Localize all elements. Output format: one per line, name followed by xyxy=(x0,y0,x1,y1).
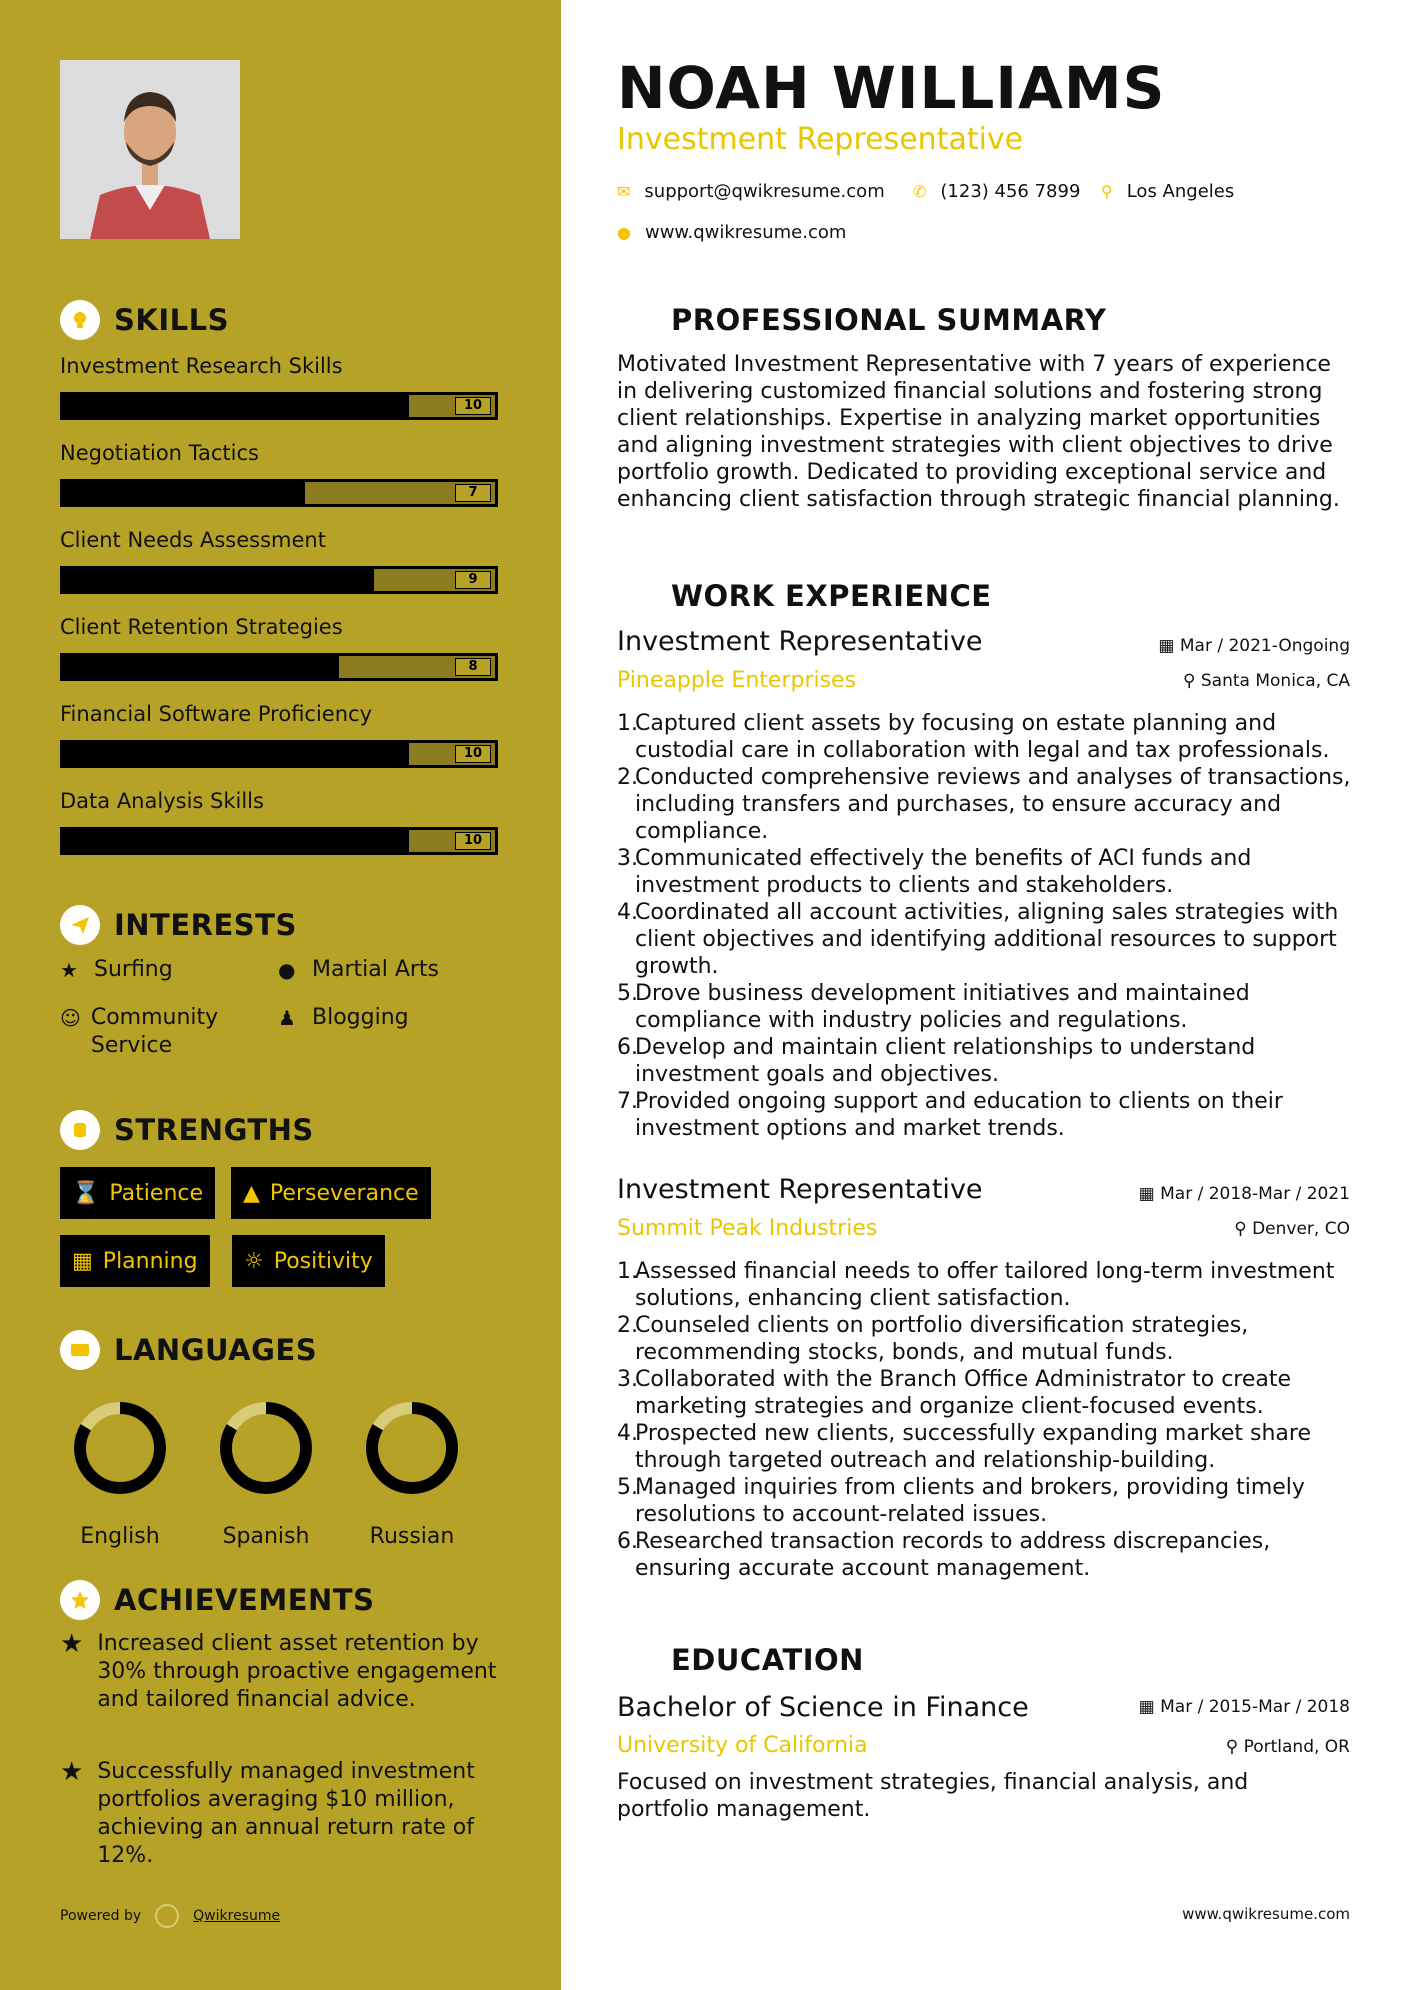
skill-bar xyxy=(60,566,498,594)
list-item: 5. Managed inquiries from clients and brokers, providing timely resolutions to account-related issues. xyxy=(617,1475,1305,1527)
skill-bar-fill xyxy=(63,569,374,591)
contact-website xyxy=(617,222,846,243)
job-location: ⚲ Santa Monica, CA xyxy=(1183,671,1350,691)
skill-bar xyxy=(60,479,498,507)
strength-badge xyxy=(60,1167,215,1219)
job-company: Pineapple Enterprises xyxy=(617,668,857,693)
job-title: Investment Representative xyxy=(617,626,983,657)
job-title: Investment Representative xyxy=(617,1174,983,1205)
map-marker-icon: ⚲ xyxy=(1101,182,1113,201)
road-icon: ▲ xyxy=(243,1180,260,1206)
skill-name: Client Retention Strategies xyxy=(60,615,343,639)
skill-bar-fill xyxy=(63,656,339,678)
summary-text: Motivated Investment Representative with 7 years of experience in delivering customized financial solutions and fostering strong client relationships. Expertise in analyzing market opportunities and aligning investment strategies with client objectives to drive portfolio growth. Dedicated to providing exceptional service and enhancing client satisfaction through strategic financial planning. xyxy=(617,352,1340,512)
list-item: 4. Prospected new clients, successfully expanding market share through targeted outreach and relationship-building. xyxy=(617,1421,1311,1473)
achievement-text: Successfully managed investment portfolios averaging $10 million, achieving an annual return rate of 12%. xyxy=(97,1759,475,1868)
education-title: EDUCATION xyxy=(671,1643,864,1677)
interest-item xyxy=(60,1004,250,1060)
phone-text[interactable]: (123) 456 7899 xyxy=(940,181,1081,202)
list-item: 4. Coordinated all account activities, aligning sales strategies with client objectives and identifying additional resources to support growth. xyxy=(617,900,1339,979)
skill-level: 10 xyxy=(455,832,491,850)
skill-name: Client Needs Assessment xyxy=(60,528,326,552)
strength-label: Positivity xyxy=(273,1248,373,1274)
list-item: 1. Assessed financial needs to offer tailored long-term investment solutions, enhancing client satisfaction. xyxy=(617,1259,1335,1311)
interest-label: Blogging xyxy=(312,1005,409,1030)
skill-bar xyxy=(60,392,498,420)
calendar-icon: ▦ xyxy=(72,1248,93,1274)
interest-label: Surfing xyxy=(94,957,173,982)
summary-header xyxy=(617,300,1106,340)
contact-phone xyxy=(913,181,1080,202)
shooting-star-icon: ★ xyxy=(60,1629,84,1659)
achievements-title: ACHIEVEMENTS xyxy=(114,1583,375,1617)
sun-icon: ☼ xyxy=(244,1248,264,1274)
briefcase-icon xyxy=(617,576,657,616)
handshake-icon: ☺ xyxy=(60,1006,81,1030)
trophy-icon xyxy=(60,1580,100,1620)
envelope-icon: ✉ xyxy=(617,182,631,201)
skill-bar xyxy=(60,740,498,768)
languages-header xyxy=(60,1330,317,1370)
skill-name: Financial Software Proficiency xyxy=(60,702,373,726)
website-text[interactable]: www.qwikresume.com xyxy=(644,222,847,243)
skill-name: Data Analysis Skills xyxy=(60,789,264,813)
strength-label: Perseverance xyxy=(269,1180,419,1206)
list-item: 6. Researched transaction records to address discrepancies, ensuring accurate account management. xyxy=(617,1529,1271,1581)
job-dates: ▦ Mar / 2018-Mar / 2021 xyxy=(1138,1184,1350,1204)
strength-label: Planning xyxy=(102,1248,198,1274)
list-item: 1. Captured client assets by focusing on estate planning and custodial care in collaboration with legal and tax professionals. xyxy=(617,711,1330,763)
strength-badge xyxy=(231,1167,431,1219)
lightbulb-icon xyxy=(60,300,100,340)
sidebar xyxy=(0,0,561,1990)
skill-level: 10 xyxy=(455,397,491,415)
language-item xyxy=(211,1400,321,1549)
achievement-text: Increased client asset retention by 30% through proactive engagement and tailored financial advice. xyxy=(97,1631,497,1712)
phone-icon: ✆ xyxy=(913,182,927,201)
strength-badge xyxy=(232,1235,385,1287)
interest-item xyxy=(278,1004,409,1032)
candidate-name: NOAH WILLIAMS xyxy=(617,54,1166,122)
language-ring xyxy=(218,1400,314,1496)
language-label: Spanish xyxy=(222,1524,310,1549)
skill-bar-fill xyxy=(63,395,409,417)
skill-bar-fill xyxy=(63,482,305,504)
list-item: 3. Communicated effectively the benefits of ACI funds and investment products to clients and stakeholders. xyxy=(617,846,1252,898)
fist-icon xyxy=(60,1110,100,1150)
users-icon: ♟ xyxy=(278,1006,296,1030)
achievements-header xyxy=(60,1580,374,1620)
education-header xyxy=(617,1640,864,1680)
skill-bar xyxy=(60,653,498,681)
candidate-role: Investment Representative xyxy=(617,122,1024,157)
language-item xyxy=(65,1400,175,1549)
list-item: 7. Provided ongoing support and education to clients on their investment options and market trends. xyxy=(617,1089,1283,1141)
contact-email xyxy=(617,181,885,202)
pushpin-icon: ⚲ xyxy=(1183,671,1201,691)
skill-level: 10 xyxy=(455,745,491,763)
contact-location xyxy=(1101,181,1234,202)
job-bullets xyxy=(617,1258,1357,1582)
pushpin-icon: ⚲ xyxy=(1234,1219,1253,1239)
language-item xyxy=(357,1400,467,1549)
job-dates: ▦ Mar / 2021-Ongoing xyxy=(1158,636,1350,656)
job-location: ⚲ Denver, CO xyxy=(1234,1219,1350,1239)
graduation-cap-icon xyxy=(617,1640,657,1680)
user-icon xyxy=(617,300,657,340)
pushpin-icon: ⚲ xyxy=(1225,1737,1244,1757)
globe-icon: ● xyxy=(278,958,296,982)
language-label: Russian xyxy=(369,1524,455,1549)
globe-icon: ● xyxy=(617,223,631,242)
shooting-star-icon: ★ xyxy=(60,1757,84,1787)
language-ring xyxy=(364,1400,460,1496)
skill-name: Negotiation Tactics xyxy=(60,441,259,465)
language-ring xyxy=(72,1400,168,1496)
star-icon: ★ xyxy=(60,958,78,982)
skill-bar-fill xyxy=(63,830,409,852)
education-dates: ▦ Mar / 2015-Mar / 2018 xyxy=(1138,1697,1350,1717)
education-school: University of California xyxy=(617,1733,868,1758)
interest-item xyxy=(278,956,439,984)
calendar-icon: ▦ xyxy=(1138,1697,1161,1717)
language-icon xyxy=(60,1330,100,1370)
strengths-header xyxy=(60,1110,314,1150)
skill-level: 9 xyxy=(455,571,491,589)
summary-title: PROFESSIONAL SUMMARY xyxy=(671,303,1107,337)
footer-website[interactable]: www.qwikresume.com xyxy=(1182,1905,1350,1923)
paper-plane-icon xyxy=(60,905,100,945)
powered-by xyxy=(60,1904,280,1928)
interests-header xyxy=(60,905,297,945)
job-company: Summit Peak Industries xyxy=(617,1216,878,1241)
strengths-title: STRENGTHS xyxy=(114,1113,314,1147)
interests-title: INTERESTS xyxy=(114,908,297,942)
qwikresume-logo-icon xyxy=(155,1904,179,1928)
skill-name: Investment Research Skills xyxy=(60,354,343,378)
list-item: 3. Collaborated with the Branch Office Administrator to create marketing strategies and organize client-focused events. xyxy=(617,1367,1292,1419)
list-item: 2. Conducted comprehensive reviews and analyses of transactions, including transfers and purchases, to ensure accuracy and compliance. xyxy=(617,765,1351,844)
language-label: English xyxy=(80,1524,160,1549)
strength-label: Patience xyxy=(109,1180,204,1206)
list-item: 5. Drove business development initiatives and maintained compliance with industry policies and regulations. xyxy=(617,981,1250,1033)
calendar-icon: ▦ xyxy=(1138,1184,1161,1204)
qwikresume-link[interactable]: Qwikresume xyxy=(193,1908,281,1924)
experience-title: WORK EXPERIENCE xyxy=(671,579,992,613)
location-text: Los Angeles xyxy=(1126,181,1235,202)
email-text[interactable]: support@qwikresume.com xyxy=(644,181,885,202)
skill-bar-fill xyxy=(63,743,409,765)
education-degree: Bachelor of Science in Finance xyxy=(617,1692,1029,1723)
education-description: Focused on investment strategies, financial analysis, and portfolio management. xyxy=(617,1770,1249,1822)
job-bullets xyxy=(617,710,1357,1142)
skills-header xyxy=(60,300,229,340)
achievement-item xyxy=(60,1630,500,1714)
skill-bar xyxy=(60,827,498,855)
powered-by-label: Powered by xyxy=(60,1908,142,1924)
interest-item xyxy=(60,956,173,984)
experience-header xyxy=(617,576,992,616)
list-item: 2. Counseled clients on portfolio diversification strategies, recommending stocks, bonds, and mutual funds. xyxy=(617,1313,1249,1365)
profile-photo xyxy=(60,60,240,239)
list-item: 6. Develop and maintain client relationships to understand investment goals and objectives. xyxy=(617,1035,1256,1087)
languages-title: LANGUAGES xyxy=(114,1333,318,1367)
education-location: ⚲ Portland, OR xyxy=(1225,1737,1350,1757)
calendar-icon: ▦ xyxy=(1158,636,1180,656)
interest-label: Community Service xyxy=(90,1005,219,1058)
interest-label: Martial Arts xyxy=(312,957,440,982)
achievement-item xyxy=(60,1758,500,1870)
skill-level: 7 xyxy=(455,484,491,502)
skills-title: SKILLS xyxy=(114,303,229,337)
hourglass-icon: ⌛ xyxy=(72,1180,100,1206)
skill-level: 8 xyxy=(455,658,491,676)
strength-badge xyxy=(60,1235,210,1287)
